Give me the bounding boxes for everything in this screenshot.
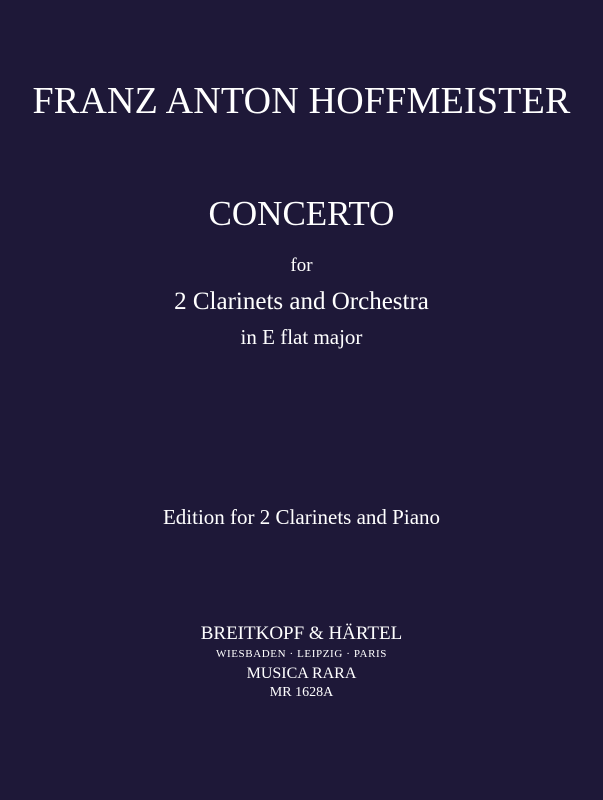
work-title: CONCERTO <box>208 194 395 233</box>
composer-name: FRANZ ANTON HOFFMEISTER <box>32 80 571 122</box>
catalog-number: MR 1628A <box>269 685 334 700</box>
key-signature: in E flat major <box>240 325 363 349</box>
publisher-cities: WIESBADEN · LEIPZIG · PARIS <box>215 648 387 660</box>
instrumentation: 2 Clarinets and Orchestra <box>174 288 429 315</box>
edition-note: Edition for 2 Clarinets and Piano <box>162 505 441 529</box>
imprint-name: MUSICA RARA <box>246 665 357 682</box>
publisher-name: BREITKOPF & HÄRTEL <box>200 623 403 644</box>
for-label: for <box>290 255 313 276</box>
